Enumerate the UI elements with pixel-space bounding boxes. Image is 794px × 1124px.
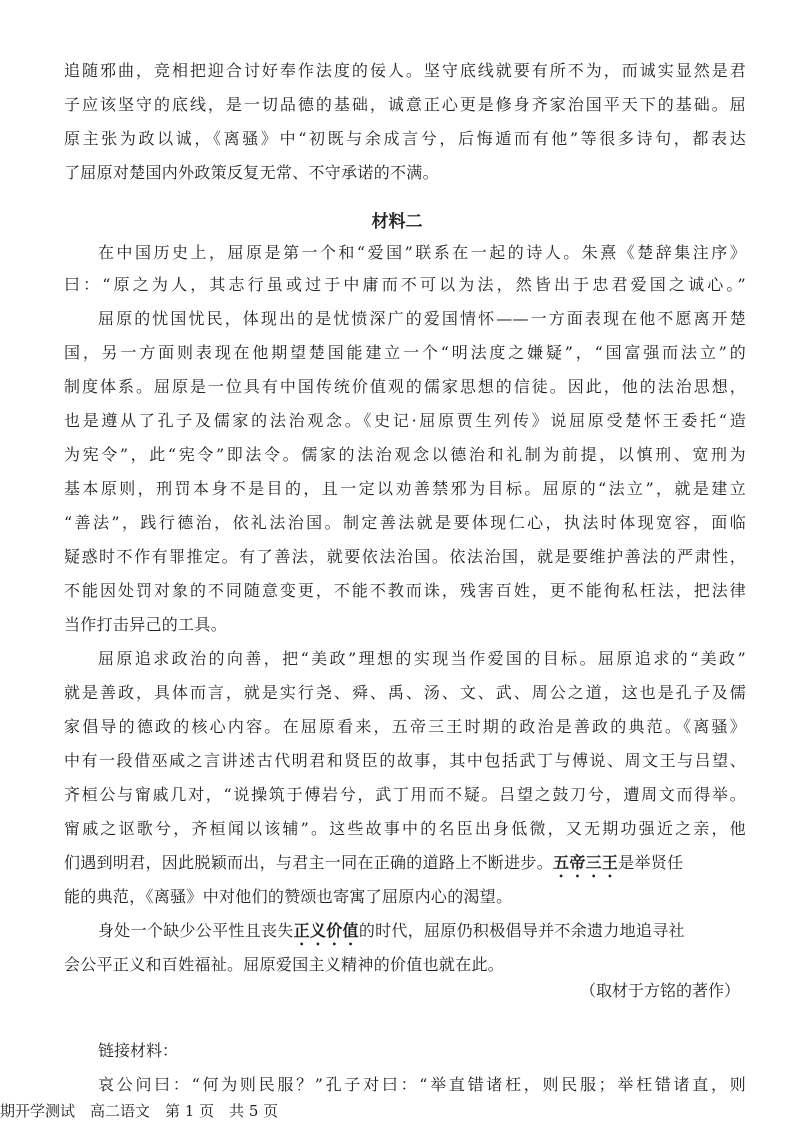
link-material-heading: 链接材料： <box>98 1041 179 1060</box>
paragraph-line: 齐桓公与甯戚几对，“说操筑于傅岩兮，武丁用而不疑。吕望之鼓刀兮，遭周文而得举。 <box>64 785 746 804</box>
emphasis-wudi-sanwang: 五帝三王 <box>553 853 619 872</box>
paragraph-line: 就是善政，具体而言，就是实行尧、舜、禹、汤、文、武、周公之道，这也是孔子及儒 <box>64 683 746 702</box>
text-run: 的时代，屈原仍积极倡导并不余遗力地追寻社 <box>358 921 685 940</box>
paragraph-line: 也是遵从了孔子及儒家的法治观念。《史记·屈原贾生列传》说屈原受楚怀王委托“造 <box>64 411 746 430</box>
paragraph-line: 屈原追求政治的向善，把“美政”理想的实现当作爱国的目标。屈原追求的“美政” <box>98 649 746 668</box>
paragraph-line <box>98 914 746 949</box>
section-title: 材料二 <box>371 212 423 232</box>
paragraph-line: 家倡导的德政的核心内容。在屈原看来，五帝三王时期的政治是善政的典范。《离骚》 <box>64 717 746 736</box>
source-citation: （取材于方铭的著作） <box>579 981 740 1000</box>
emphasis-zhengyi-jiazhi: 正义价值 <box>293 921 359 940</box>
paragraph-line: 中有一段借巫咸之言讲述古代明君和贤臣的故事，其中包括武丁与傅说、周文王与吕望、 <box>64 751 746 770</box>
text-run: 们遇到明君，因此脱颖而出，与君主一同在正确的道路上不断进步。 <box>64 853 554 872</box>
paragraph-line: 在中国历史上，屈原是第一个和“爱国”联系在一起的诗人。朱熹《楚辞集注序》 <box>98 243 746 262</box>
intro-line: 子应该坚守的底线，是一切品德的基础，诚意正心更是修身齐家治国平天下的基础。屈 <box>64 95 746 114</box>
paragraph-line: 会公平正义和百姓福祉。屈原爱国主义精神的价值也就在此。 <box>64 955 505 974</box>
paragraph-line: 甯戚之讴歌兮，齐桓闻以该辅”。这些故事中的名臣出身低微，又无期功强近之亲，他 <box>64 819 746 838</box>
paragraph-line: 疑惑时不作有罪推定。有了善法，就要依法治国。依法治国，就是要维护善法的严肃性， <box>64 547 746 566</box>
intro-line: 追随邪曲，竞相把迎合讨好奉作法度的佞人。坚守底线就要有所不为，而诚实显然是君 <box>64 61 746 80</box>
paragraph-line <box>64 846 746 881</box>
paragraph-line: 屈原的忧国忧民，体现出的是忧愤深广的爱国情怀——一方面表现在他不愿离开楚 <box>98 309 746 328</box>
paragraph-line: “善法”，践行德治，依礼法治国。制定善法就是要体现仁心，执法时体现宽容，面临 <box>64 513 746 532</box>
paragraph-line: 当作打击异己的工具。 <box>64 615 228 634</box>
intro-line: 原主张为政以诚，《离骚》中“初既与余成言兮，后悔遁而有他”等很多诗句，都表达 <box>64 129 746 148</box>
paragraph-line: 国，另一方面则表现在他期望楚国能建立一个“明法度之嫌疑”，“国富强而法立”的 <box>64 343 746 362</box>
paragraph-line: 能的典范，《离骚》中对他们的赞颂也寄寓了屈原内心的渴望。 <box>64 887 513 906</box>
paragraph-line: 基本原则，刑罚本身不是目的，且一定以劝善禁邪为目标。屈原的“法立”，就是建立 <box>64 479 746 498</box>
paragraph-line: 曰：“原之为人，其志行虽或过于中庸而不可以为法，然皆出于忠君爱国之诚心。” <box>64 275 746 294</box>
text-run: 身处一个缺少公平性且丧失 <box>98 921 294 940</box>
intro-line: 了屈原对楚国内外政策反复无常、不守承诺的不满。 <box>64 163 439 182</box>
paragraph-line: 制度体系。屈原是一位具有中国传统价值观的儒家思想的信徒。因此，他的法治思想， <box>64 377 746 396</box>
link-material-line: 哀公问曰：“何为则民服？”孔子对曰：“举直错诸枉，则民服；举枉错诸直，则 <box>98 1075 746 1094</box>
paragraph-line: 为宪令”，此“宪令”即法令。儒家的法治观念以德治和礼制为前提，以慎刑、宽刑为 <box>64 445 746 464</box>
paragraph-line: 不能因处罚对象的不同随意变更，不能不教而诛，残害百姓，更不能徇私枉法，把法律 <box>64 581 746 600</box>
page-footer: 期开学测试 高二语文 第 1 页 共 5 页 <box>0 1102 279 1120</box>
text-run: 是举贤任 <box>618 853 684 872</box>
